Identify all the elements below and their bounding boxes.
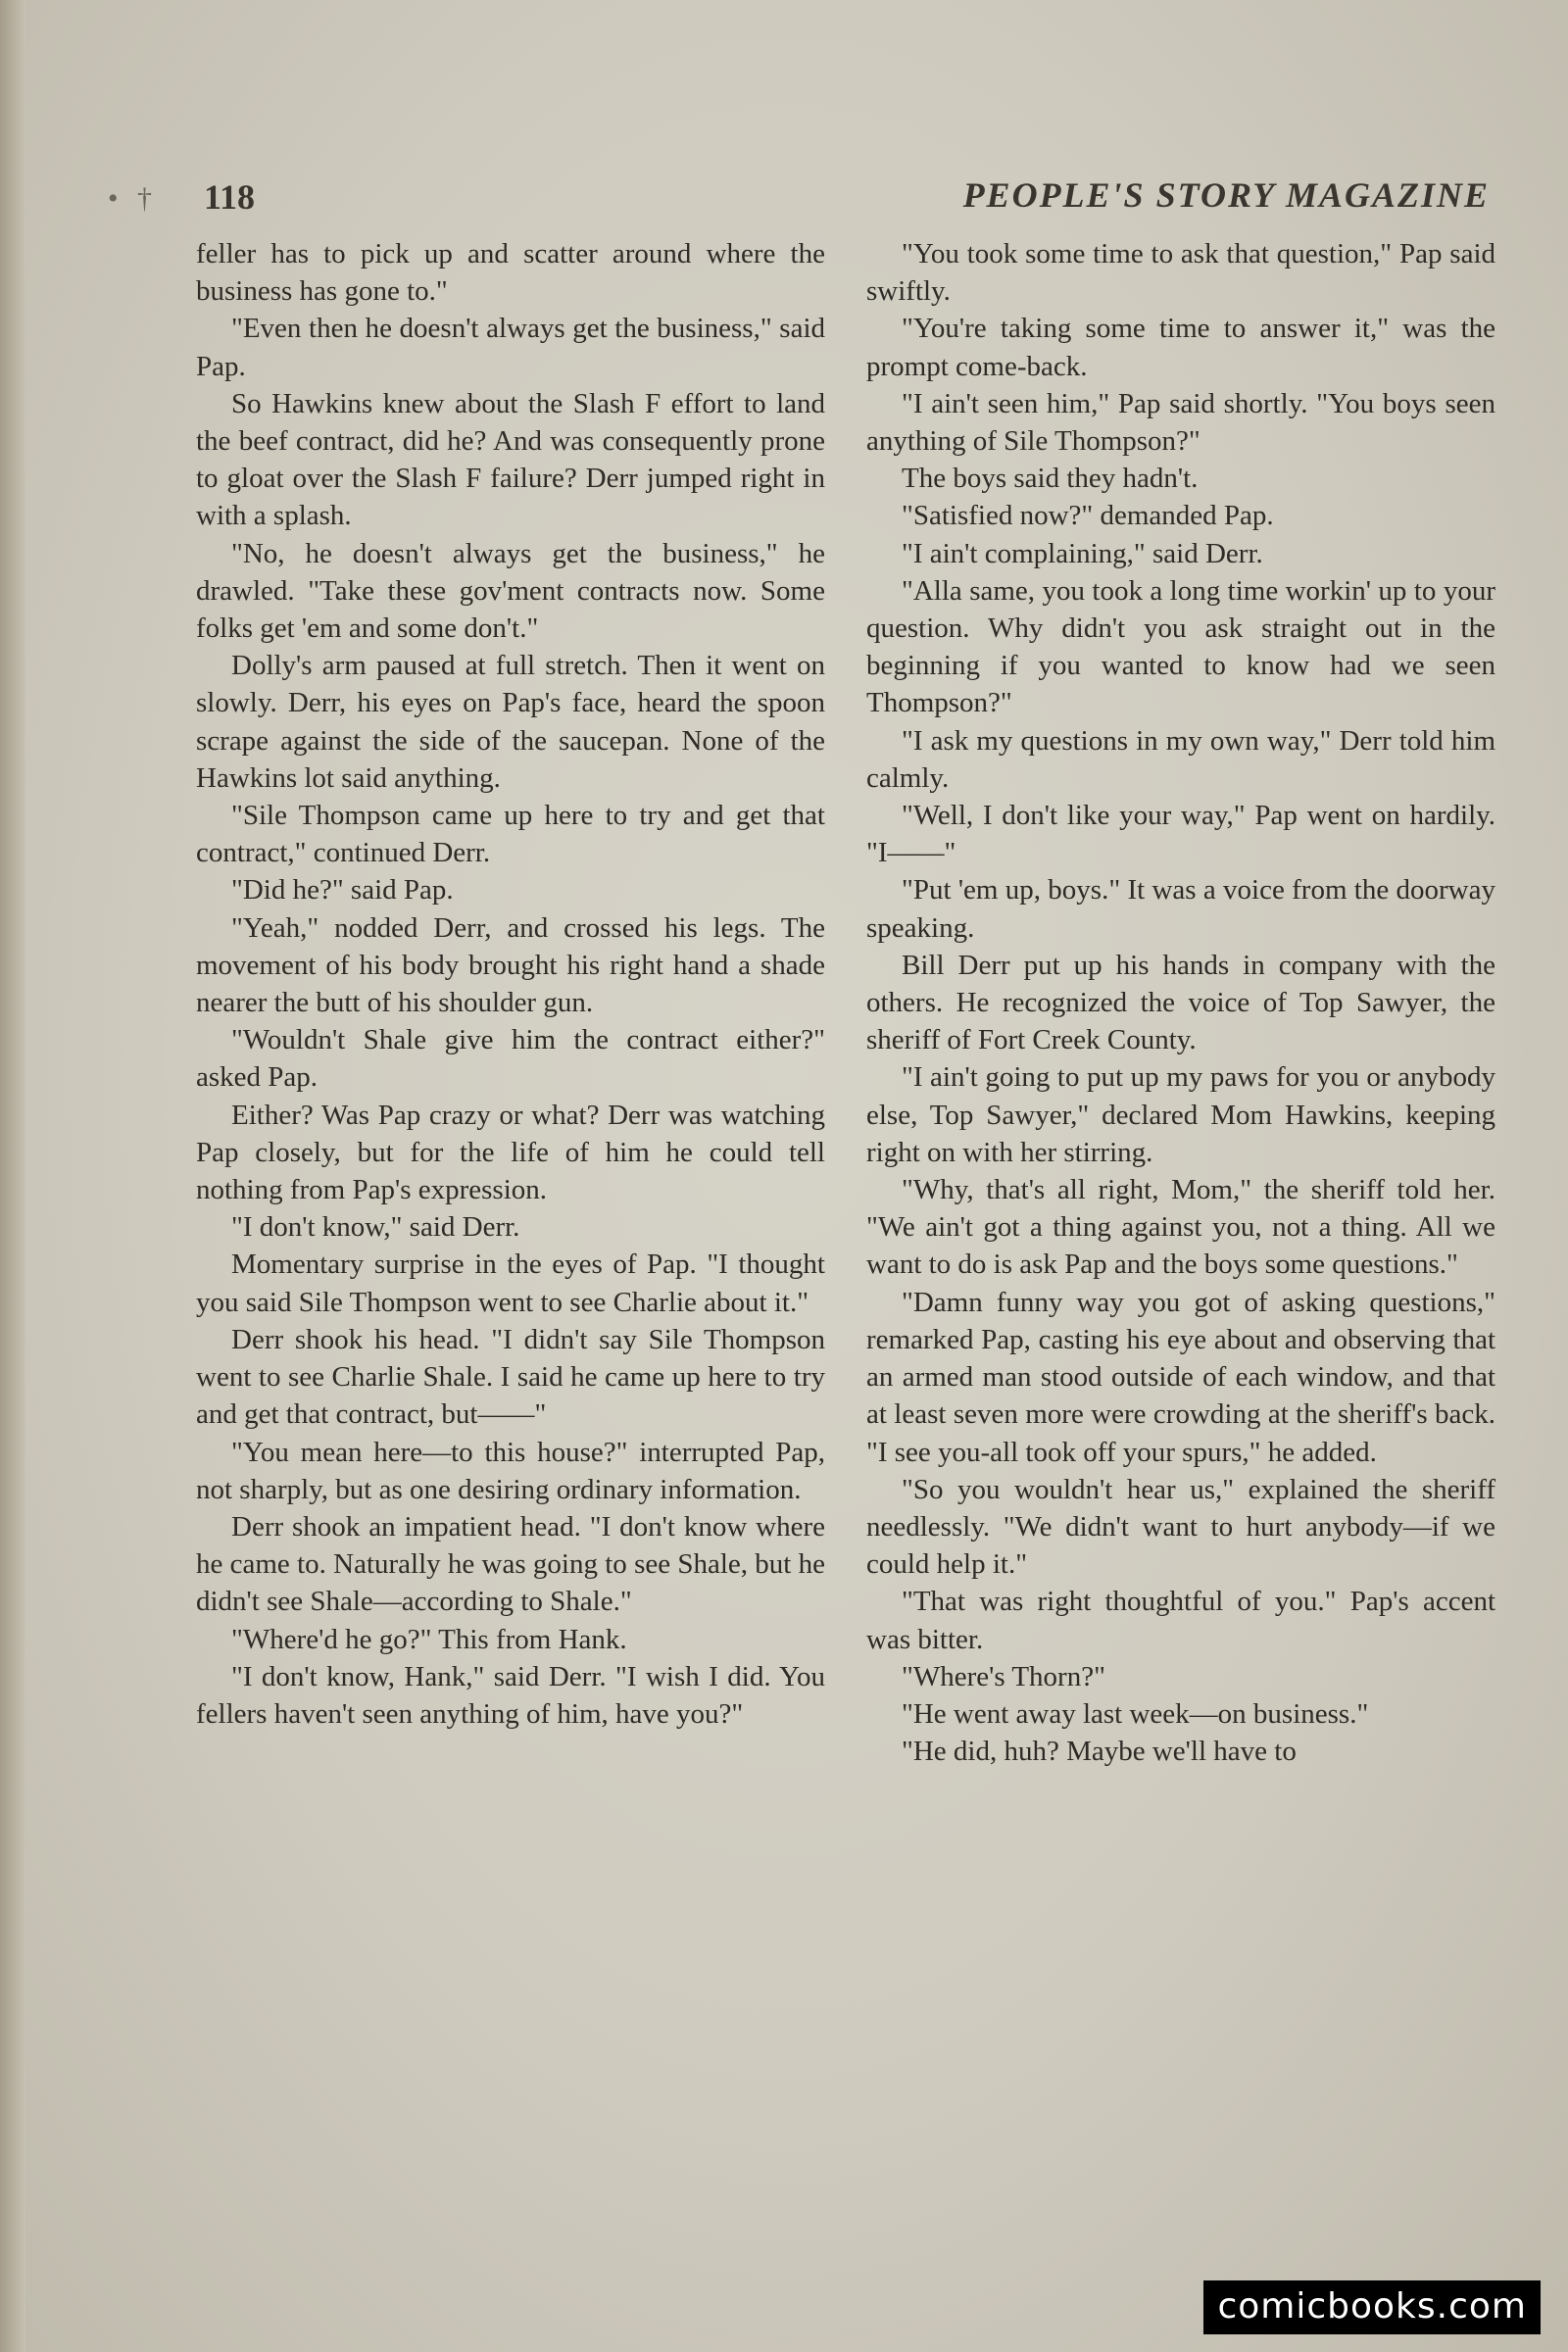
paragraph: Dolly's arm paused at full stretch. Then it went on slowly. Derr, his eyes on Pap's face, heard the spoon scrape against the side of the saucepan. None of the Hawkins lot said anything. — [196, 650, 825, 794]
paragraph: Momentary surprise in the eyes of Pap. "I thought you said Sile Thompson went to see Charlie about it." — [196, 1249, 825, 1318]
paragraph: "Damn funny way you got of asking questions," remarked Pap, casting his eye about and observing that an armed man stood outside of each window, and that at least seven more were crowding at the sheriff's back. "I see you-all took off your spurs," he added. — [866, 1286, 1495, 1468]
paragraph: "Even then he doesn't always get the business," said Pap. — [196, 313, 825, 382]
paragraph: Either? Was Pap crazy or what? Derr was watching Pap closely, but for the life of him he could tell nothing from Pap's expression. — [196, 1099, 825, 1206]
paragraph: "I ain't complaining," said Derr. — [902, 537, 1263, 569]
paragraph: "Where'd he go?" This from Hank. — [231, 1623, 627, 1655]
paragraph: So Hawkins knew about the Slash F effort to land the beef contract, did he? And was consequently prone to gloat over the Slash F failure? Derr jumped right in with a splash. — [196, 387, 825, 532]
paragraph: "Wouldn't Shale give him the contract either?" asked Pap. — [196, 1024, 825, 1094]
paragraph: "Why, that's all right, Mom," the sheriff told her. "We ain't got a thing against you, not a thing. All we want to do is ask Pap and the boys some questions." — [866, 1174, 1495, 1281]
paragraph: "So you wouldn't hear us," explained the sheriff needlessly. "We didn't want to hurt anybody—if we could help it." — [866, 1473, 1495, 1581]
paragraph: "I ain't going to put up my paws for you or anybody else, Top Sawyer," declared Mom Hawkins, keeping right on with her stirring. — [866, 1061, 1495, 1168]
paragraph: "Satisfied now?" demanded Pap. — [902, 500, 1274, 532]
paragraph: "No, he doesn't always get the business," he drawled. "Take these gov'ment contracts now. Some folks get 'em and some don't." — [196, 537, 825, 645]
paragraph: "Put 'em up, boys." It was a voice from the doorway speaking. — [866, 874, 1495, 944]
paragraph: "Alla same, you took a long time workin' up to your question. Why didn't you ask straight out in the beginning if you wanted to know had we seen Thompson?" — [866, 574, 1495, 719]
running-head: PEOPLE'S STORY MAGAZINE — [962, 175, 1490, 215]
right-column — [866, 235, 1495, 1770]
paragraph: "Sile Thompson came up here to try and get that contract," continued Derr. — [196, 800, 825, 869]
paragraph: "I ask my questions in my own way," Derr told him calmly. — [866, 724, 1495, 794]
paragraph: Derr shook his head. "I didn't say Sile Thompson went to see Charlie Shale. I said he came up here to try and get that contract, but——" — [196, 1323, 825, 1431]
paragraph: "I don't know," said Derr. — [231, 1211, 520, 1244]
paragraph: "You took some time to ask that question," Pap said swiftly. — [866, 238, 1495, 308]
page-header — [108, 174, 1490, 223]
paragraph: Derr shook an impatient head. "I don't know where he came to. Naturally he was going to see Shale, but he didn't see Shale—according to Shale." — [196, 1510, 825, 1618]
page-number: 118 — [204, 177, 256, 217]
paragraph: "You mean here—to this house?" interrupted Pap, not sharply, but as one desiring ordinary information. — [196, 1436, 825, 1505]
paragraph: "You're taking some time to answer it," was the prompt come-back. — [866, 313, 1495, 382]
paragraph: "I ain't seen him," Pap said shortly. "You boys seen anything of Sile Thompson?" — [866, 387, 1495, 458]
paragraph: feller has to pick up and scatter around where the business has gone to." — [196, 238, 825, 308]
page-edge-shadow — [0, 0, 25, 2352]
paragraph: The boys said they hadn't. — [902, 463, 1199, 495]
paragraph: "Well, I don't like your way," Pap went on hardily. "I——" — [866, 800, 1495, 869]
left-column — [196, 235, 825, 1733]
printer-marks: • † — [108, 182, 159, 215]
site-watermark: comicbooks.com — [1203, 2280, 1541, 2334]
paragraph: "Where's Thorn?" — [902, 1660, 1105, 1692]
paragraph: "That was right thoughtful of you." Pap's accent was bitter. — [866, 1586, 1495, 1655]
paragraph: "He did, huh? Maybe we'll have to — [902, 1736, 1297, 1768]
paragraph: "He went away last week—on business." — [902, 1697, 1369, 1730]
paragraph: Bill Derr put up his hands in company with the others. He recognized the voice of Top Sawyer, the sheriff of Fort Creek County. — [866, 949, 1495, 1056]
paragraph: "I don't know, Hank," said Derr. "I wish I did. You fellers haven't seen anything of him, have you?" — [196, 1660, 825, 1730]
paragraph: "Did he?" said Pap. — [231, 874, 454, 906]
paragraph: "Yeah," nodded Derr, and crossed his legs. The movement of his body brought his right hand a shade nearer the butt of his shoulder gun. — [196, 911, 825, 1019]
